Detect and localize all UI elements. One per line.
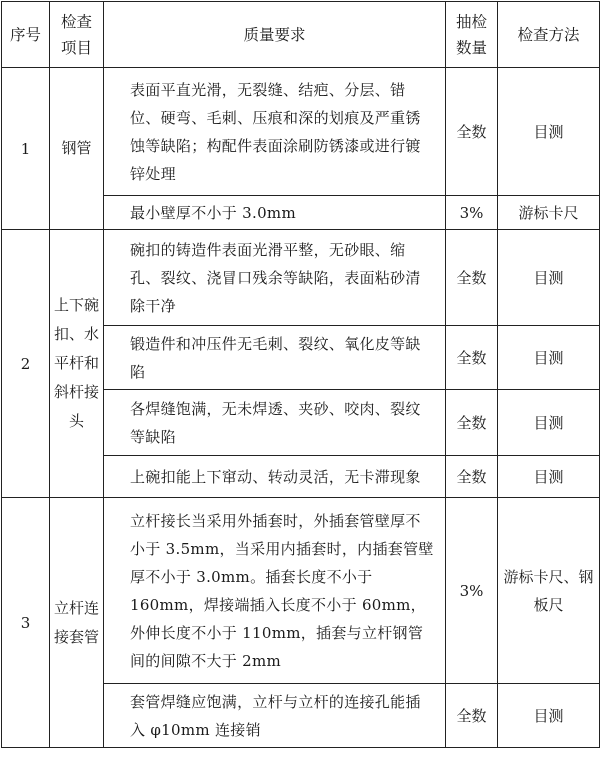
header-row [2, 2, 600, 68]
inspection-table [1, 1, 600, 748]
row-requirement: 锻造件和冲压件无毛刺、裂纹、氧化皮等缺陷 [104, 326, 446, 390]
row-sample: 全数 [446, 230, 498, 326]
row-no: 3 [2, 498, 50, 748]
header-no: 序号 [2, 2, 50, 68]
row-requirement: 套管焊缝应饱满，立杆与立杆的连接孔能插入 φ10mm 连接销 [104, 684, 446, 748]
row-requirement: 上碗扣能上下窜动、转动灵活，无卡滞现象 [104, 456, 446, 498]
table-row [2, 230, 600, 326]
row-requirement: 表面平直光滑，无裂缝、结疤、分层、错位、硬弯、毛刺、压痕和深的划痕及严重锈蚀等缺陷；构配件表面涂刷防锈漆或进行镀锌处理 [104, 68, 446, 196]
row-method: 目测 [498, 230, 600, 326]
header-item [50, 2, 104, 68]
row-sample: 全数 [446, 326, 498, 390]
row-requirement: 立杆接长当采用外插套时，外插套管壁厚不小于 3.5mm，当采用内插套时，内插套管壁厚不小于 3.0mm。插套长度不小于 160mm，焊接端插入长度不小于 60mm，外伸长度不小于 110mm，插套与立杆钢管间的间隙不大于 2mm [104, 498, 446, 684]
row-sample: 全数 [446, 390, 498, 456]
table-row [2, 498, 600, 684]
row-sample: 全数 [446, 684, 498, 748]
table-row [2, 68, 600, 196]
header-req: 质量要求 [104, 2, 446, 68]
row-method: 目测 [498, 326, 600, 390]
row-sample: 全数 [446, 456, 498, 498]
row-item: 上下碗扣、水平杆和斜杆接头 [50, 230, 104, 498]
header-sample-line2: 数量 [455, 38, 487, 57]
row-method: 目测 [498, 456, 600, 498]
row-method: 游标卡尺 [498, 196, 600, 230]
header-item-line1: 检查 [60, 12, 92, 31]
row-requirement: 碗扣的铸造件表面光滑平整，无砂眼、缩孔、裂纹、浇冒口残余等缺陷，表面粘砂清除干净 [104, 230, 446, 326]
header-sample [446, 2, 498, 68]
row-sample: 3% [446, 498, 498, 684]
row-no: 2 [2, 230, 50, 498]
row-no: 1 [2, 68, 50, 230]
row-sample: 全数 [446, 68, 498, 196]
header-method: 检查方法 [498, 2, 600, 68]
row-method: 目测 [498, 390, 600, 456]
row-sample: 3% [446, 196, 498, 230]
header-item-line2: 项目 [60, 38, 92, 57]
row-method: 目测 [498, 684, 600, 748]
header-sample-line1: 抽检 [455, 12, 487, 31]
row-method: 目测 [498, 68, 600, 196]
row-requirement: 各焊缝饱满，无未焊透、夹砂、咬肉、裂纹等缺陷 [104, 390, 446, 456]
row-method: 游标卡尺、钢板尺 [498, 498, 600, 684]
row-requirement: 最小壁厚不小于 3.0mm [104, 196, 446, 230]
row-item: 立杆连接套管 [50, 498, 104, 748]
row-item: 钢管 [50, 68, 104, 230]
